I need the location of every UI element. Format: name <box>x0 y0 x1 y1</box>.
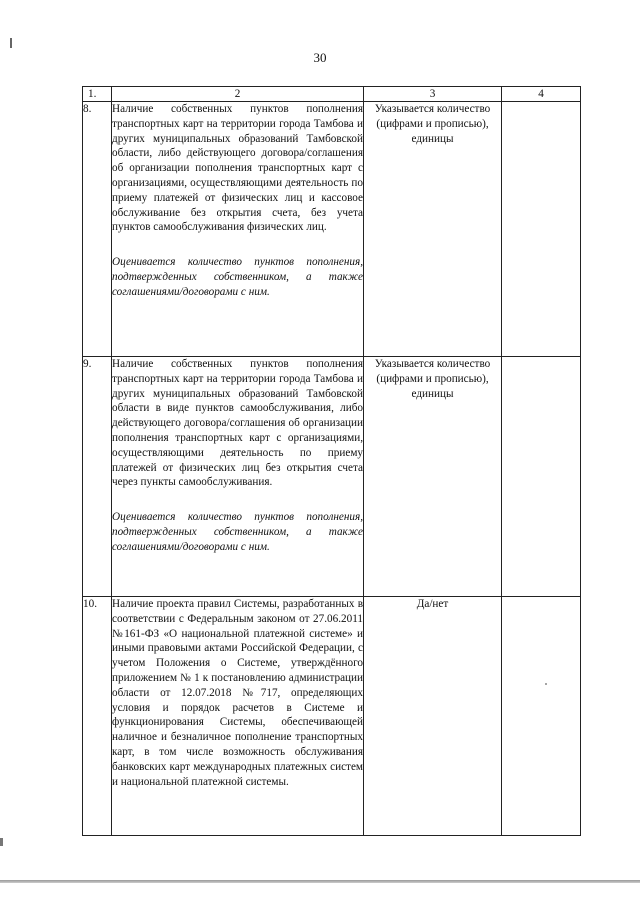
table-row <box>83 357 581 597</box>
column-header-1: 1. <box>83 87 112 102</box>
unit-cell: Да/нет <box>364 597 502 836</box>
page-number: 30 <box>313 50 327 65</box>
evaluation-note: Оценивается количество пунктов пополнения, подтвержденных собственником, а также соглашениями/договорами с ним. <box>112 256 363 298</box>
row-number: 9. <box>83 357 112 597</box>
criterion-cell <box>112 102 364 357</box>
table-row <box>83 597 581 836</box>
criterion-text: Наличие проекта правил Системы, разработанных в соответствии с Федеральным законом от 27.06.2011 №161-ФЗ «О национальной платежной системе» и иными правовыми актами Российской Федерации, с учетом Положения о Системе, утверждённого приложением № 1 к постановлению администрации области от 12.07.2018 №717, определяющих условия и порядок расчетов в Системе и функционирования Системы, обеспечивающей наличное и безналичное пополнение транспортных карт, в том числе возможность обслуживания банковских карт международных платежных систем и национальной платежной системы. <box>112 598 363 788</box>
scan-edge-mark <box>0 838 3 846</box>
criterion-text: Наличие собственных пунктов пополнения транспортных карт на территории города Тамбова и других муниципальных образований Тамбовской области в виде пунктов самообслуживания, либо действующего договора/соглашения об организации пополнения транспортных карт с организациями, осуществляющими деятельность по приему платежей от физических лиц без открытия счета через пункты самообслуживания. <box>112 358 363 489</box>
column-header-3: 3 <box>364 87 502 102</box>
criterion-cell <box>112 597 364 836</box>
value-cell <box>502 102 581 357</box>
row-number: 8. <box>83 102 112 357</box>
criterion-text: Наличие собственных пунктов пополнения транспортных карт на территории города Тамбова и других муниципальных образований Тамбовской области, либо действующего договора/соглашения об организации пополнения транспортных карт с организациями, осуществляющими деятельность по приему платежей от физических лиц и кассовое обслуживание без открытия счета, без учета пунктов самообслуживания физических лиц. <box>112 103 363 234</box>
column-header-2: 2 <box>112 87 364 102</box>
scan-bottom-edge <box>0 880 640 883</box>
value-cell <box>502 357 581 597</box>
evaluation-note: Оценивается количество пунктов пополнения, подтвержденных собственником, а также соглашениями/договорами с ним. <box>112 511 363 553</box>
table-row <box>83 102 581 357</box>
criteria-table <box>82 86 581 836</box>
unit-cell: Указывается количество (цифрами и прописью), единицы <box>364 357 502 597</box>
scan-speck <box>545 683 547 685</box>
scan-corner-mark <box>10 38 12 48</box>
table-header-row <box>83 87 581 102</box>
column-header-4: 4 <box>502 87 581 102</box>
unit-cell: Указывается количество (цифрами и прописью), единицы <box>364 102 502 357</box>
criterion-cell <box>112 357 364 597</box>
row-number: 10. <box>83 597 112 836</box>
value-cell <box>502 597 581 836</box>
